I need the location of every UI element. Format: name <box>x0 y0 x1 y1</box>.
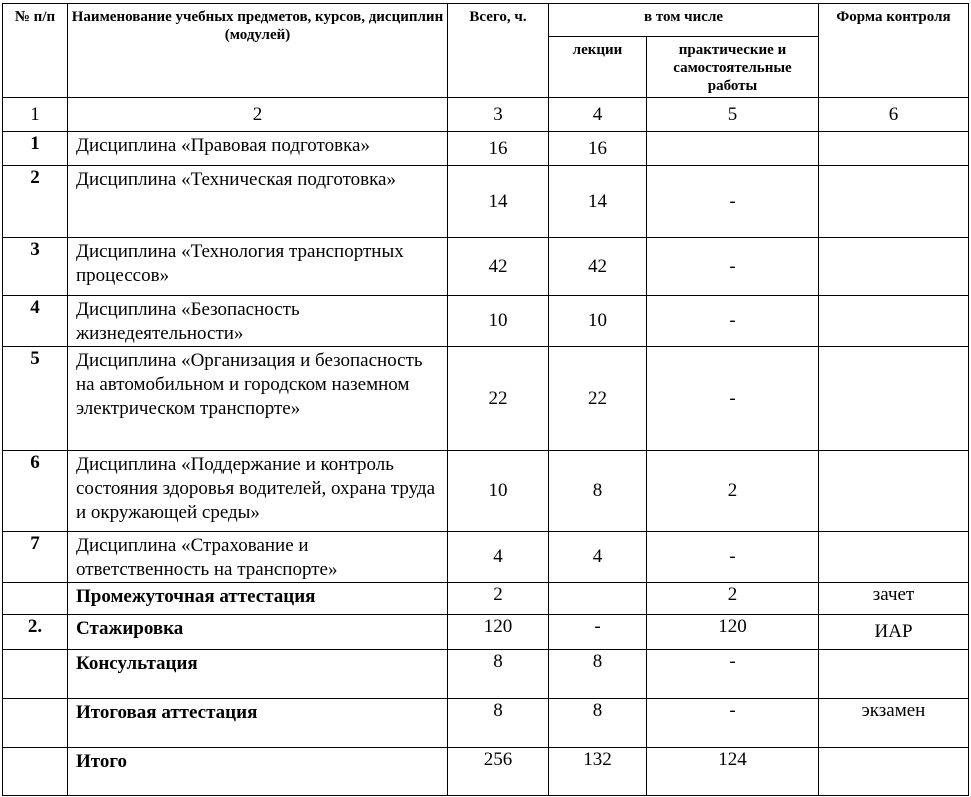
header-num: № п/п <box>3 4 68 98</box>
table-row <box>3 748 969 796</box>
row-number: 1 <box>3 132 68 166</box>
header-total: Всего, ч. <box>448 4 549 98</box>
row-control <box>819 238 969 296</box>
table-row <box>3 583 969 615</box>
row-total: 120 <box>448 615 549 650</box>
row-practical: 120 <box>647 615 819 650</box>
row-lectures: 10 <box>549 296 647 347</box>
row-total: 22 <box>448 347 549 451</box>
row-control: ИАР <box>819 615 969 650</box>
header-control: Форма контроля <box>819 4 969 98</box>
row-total: 2 <box>448 583 549 615</box>
row-number: 6 <box>3 451 68 532</box>
row-control <box>819 166 969 238</box>
row-lectures: - <box>549 615 647 650</box>
row-name: Дисциплина «Страхование и ответственность на транспорте» <box>68 532 448 583</box>
row-name: Дисциплина «Правовая подготовка» <box>68 132 448 166</box>
row-total: 8 <box>448 699 549 748</box>
index-cell: 4 <box>549 98 647 132</box>
row-practical: - <box>647 532 819 583</box>
row-practical: - <box>647 699 819 748</box>
row-total: 4 <box>448 532 549 583</box>
row-name: Дисциплина «Организация и безопасность на автомобильном и городском наземном электрическом транспорте» <box>68 347 448 451</box>
curriculum-table <box>2 3 969 796</box>
row-name: Промежуточная аттестация <box>68 583 448 615</box>
row-lectures: 16 <box>549 132 647 166</box>
row-control: экзамен <box>819 699 969 748</box>
row-practical: 2 <box>647 583 819 615</box>
table-row <box>3 451 969 532</box>
row-lectures <box>549 583 647 615</box>
table-row <box>3 347 969 451</box>
row-name: Дисциплина «Безопасность жизнедеятельности» <box>68 296 448 347</box>
table-row <box>3 238 969 296</box>
row-number: 2. <box>3 615 68 650</box>
row-practical: - <box>647 347 819 451</box>
row-number <box>3 699 68 748</box>
row-practical: 124 <box>647 748 819 796</box>
row-number <box>3 650 68 699</box>
index-cell: 3 <box>448 98 549 132</box>
row-name: Дисциплина «Технология транспортных процессов» <box>68 238 448 296</box>
row-total: 10 <box>448 296 549 347</box>
row-control <box>819 347 969 451</box>
row-lectures: 8 <box>549 451 647 532</box>
row-number <box>3 583 68 615</box>
row-lectures: 8 <box>549 650 647 699</box>
row-name: Итоговая аттестация <box>68 699 448 748</box>
table-row <box>3 132 969 166</box>
row-total: 14 <box>448 166 549 238</box>
row-name: Дисциплина «Техническая подготовка» <box>68 166 448 238</box>
row-control <box>819 132 969 166</box>
row-number: 5 <box>3 347 68 451</box>
index-cell: 6 <box>819 98 969 132</box>
table-row <box>3 166 969 238</box>
row-lectures: 14 <box>549 166 647 238</box>
row-practical <box>647 132 819 166</box>
row-practical: 2 <box>647 451 819 532</box>
row-number: 2 <box>3 166 68 238</box>
row-practical: - <box>647 650 819 699</box>
header-including: в том числе <box>549 4 819 37</box>
table-row <box>3 532 969 583</box>
table-row <box>3 296 969 347</box>
table-row <box>3 650 969 699</box>
header-practical: практические и самостоятельные работы <box>647 37 819 98</box>
index-cell: 2 <box>68 98 448 132</box>
row-control <box>819 296 969 347</box>
row-practical: - <box>647 238 819 296</box>
row-total: 10 <box>448 451 549 532</box>
row-number: 3 <box>3 238 68 296</box>
row-practical: - <box>647 296 819 347</box>
row-name: Консультация <box>68 650 448 699</box>
row-lectures: 132 <box>549 748 647 796</box>
row-total: 42 <box>448 238 549 296</box>
row-number: 7 <box>3 532 68 583</box>
row-name: Итого <box>68 748 448 796</box>
index-cell: 1 <box>3 98 68 132</box>
table-row <box>3 615 969 650</box>
row-number <box>3 748 68 796</box>
row-control: зачет <box>819 583 969 615</box>
index-cell: 5 <box>647 98 819 132</box>
table-row <box>3 699 969 748</box>
header-lectures: лекции <box>549 37 647 98</box>
row-lectures: 8 <box>549 699 647 748</box>
row-control <box>819 650 969 699</box>
row-control <box>819 748 969 796</box>
row-total: 16 <box>448 132 549 166</box>
row-control <box>819 451 969 532</box>
row-name: Стажировка <box>68 615 448 650</box>
row-total: 8 <box>448 650 549 699</box>
row-lectures: 4 <box>549 532 647 583</box>
row-practical: - <box>647 166 819 238</box>
header-name: Наименование учебных предметов, курсов, дисциплин (модулей) <box>68 4 448 98</box>
row-number: 4 <box>3 296 68 347</box>
row-control <box>819 532 969 583</box>
row-total: 256 <box>448 748 549 796</box>
row-lectures: 22 <box>549 347 647 451</box>
row-name: Дисциплина «Поддержание и контроль состояния здоровья водителей, охрана труда и окружающей среды» <box>68 451 448 532</box>
row-lectures: 42 <box>549 238 647 296</box>
